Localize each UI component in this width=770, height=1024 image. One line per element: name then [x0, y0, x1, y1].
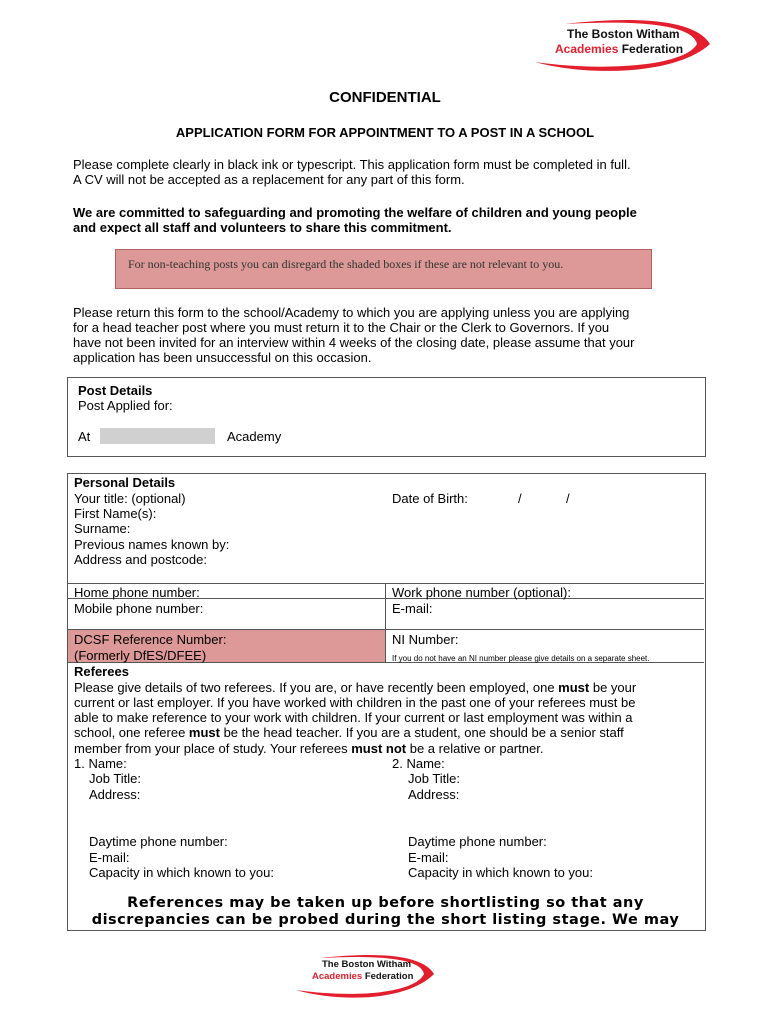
divider	[385, 583, 386, 662]
return-instructions: Please return this form to the school/Academy to which you are applying unless you are applying for a head teacher post where you must return it to the Chair or the Clerk to Governors. If you have not been invited for an interview within 4 weeks of the closing date, please assume that your application has been unsuccessful on this occasion.	[73, 305, 635, 365]
previous-names-label: Previous names known by:	[74, 537, 230, 552]
personal-details-heading: Personal Details	[74, 475, 176, 490]
ref2-job-label: Job Title:	[408, 771, 461, 786]
at-label: At	[78, 429, 91, 444]
ref2-email-label: E-mail:	[408, 850, 449, 865]
dob-separator: /	[518, 491, 522, 506]
referees-text-line: school, one referee must be the head teacher. If you are a student, one should be a senior staff	[74, 725, 624, 740]
logo-line2: Academies Federation	[555, 42, 684, 56]
ni-number-label: NI Number:	[392, 632, 459, 647]
ni-note: If you do not have an NI number please give details on a separate sheet.	[392, 654, 650, 663]
form-title: APPLICATION FORM FOR APPOINTMENT TO A POST IN A SCHOOL	[175, 125, 595, 140]
mobile-phone-label: Mobile phone number:	[74, 601, 204, 616]
ref2-address-label: Address:	[408, 787, 460, 802]
referees-text-line: Please give details of two referees. If you are, or have recently been employed, one must be your	[74, 680, 637, 695]
first-names-label: First Name(s):	[74, 506, 157, 521]
federation-logo-bottom	[288, 950, 438, 1000]
ref1-address-label: Address:	[89, 787, 141, 802]
ref1-phone-label: Daytime phone number:	[89, 834, 228, 849]
referees-heading: Referees	[74, 664, 129, 679]
academy-label: Academy	[227, 429, 282, 444]
ref2-name-label: 2. Name:	[392, 756, 445, 771]
dcsf-label: DCSF Reference Number:	[74, 632, 227, 647]
post-details-section	[67, 377, 706, 457]
referees-text-line: member from your place of study. Your referees must not be a relative or partner.	[74, 741, 544, 756]
logo-line2: Academies Federation	[312, 971, 414, 982]
address-label: Address and postcode:	[74, 552, 207, 567]
school-name-field[interactable]	[100, 428, 215, 444]
post-details-heading: Post Details	[78, 383, 153, 398]
referees-text-line: current or last employer. If you have worked with children in the past one of your referees must be	[74, 695, 636, 710]
intro-paragraph-1: Please complete clearly in black ink or typescript. This application form must be completed in full. A CV will not be accepted as a replacement for any part of this form.	[73, 157, 631, 187]
federation-logo-top	[525, 14, 715, 74]
shaded-note: For non-teaching posts you can disregard the shaded boxes if these are not relevant to you.	[128, 257, 564, 271]
safeguarding-statement: We are committed to safeguarding and promoting the welfare of children and young people and expect all staff and volunteers to share this commitment.	[73, 205, 637, 235]
email-label: E-mail:	[392, 601, 433, 616]
ref2-capacity-label: Capacity in which known to you:	[408, 865, 593, 880]
ref1-email-label: E-mail:	[89, 850, 130, 865]
referees-text-line: able to make reference to your work with children. If your current or last employment was within a	[74, 710, 633, 725]
title-label: Your title: (optional)	[74, 491, 186, 506]
logo-line1: The Boston Witham	[322, 959, 412, 970]
work-phone-label: Work phone number (optional):	[392, 585, 571, 600]
home-phone-label: Home phone number:	[74, 585, 200, 600]
dcsf-former-label: (Formerly DfES/DFEE)	[74, 648, 207, 663]
ref1-capacity-label: Capacity in which known to you:	[89, 865, 274, 880]
logo-line1: The Boston Witham	[567, 27, 680, 41]
references-closing-statement: References may be taken up before shortlisting so that any discrepancies can be probed during the short listing stage. We may	[91, 895, 680, 928]
ref2-phone-label: Daytime phone number:	[408, 834, 547, 849]
ref1-name-label: 1. Name:	[74, 756, 127, 771]
confidential-heading: CONFIDENTIAL	[329, 89, 441, 106]
dob-separator: /	[566, 491, 570, 506]
dob-label: Date of Birth:	[392, 491, 468, 506]
surname-label: Surname:	[74, 521, 131, 536]
post-applied-label: Post Applied for:	[78, 398, 173, 413]
shaded-note-box	[115, 249, 652, 289]
ref1-job-label: Job Title:	[89, 771, 142, 786]
